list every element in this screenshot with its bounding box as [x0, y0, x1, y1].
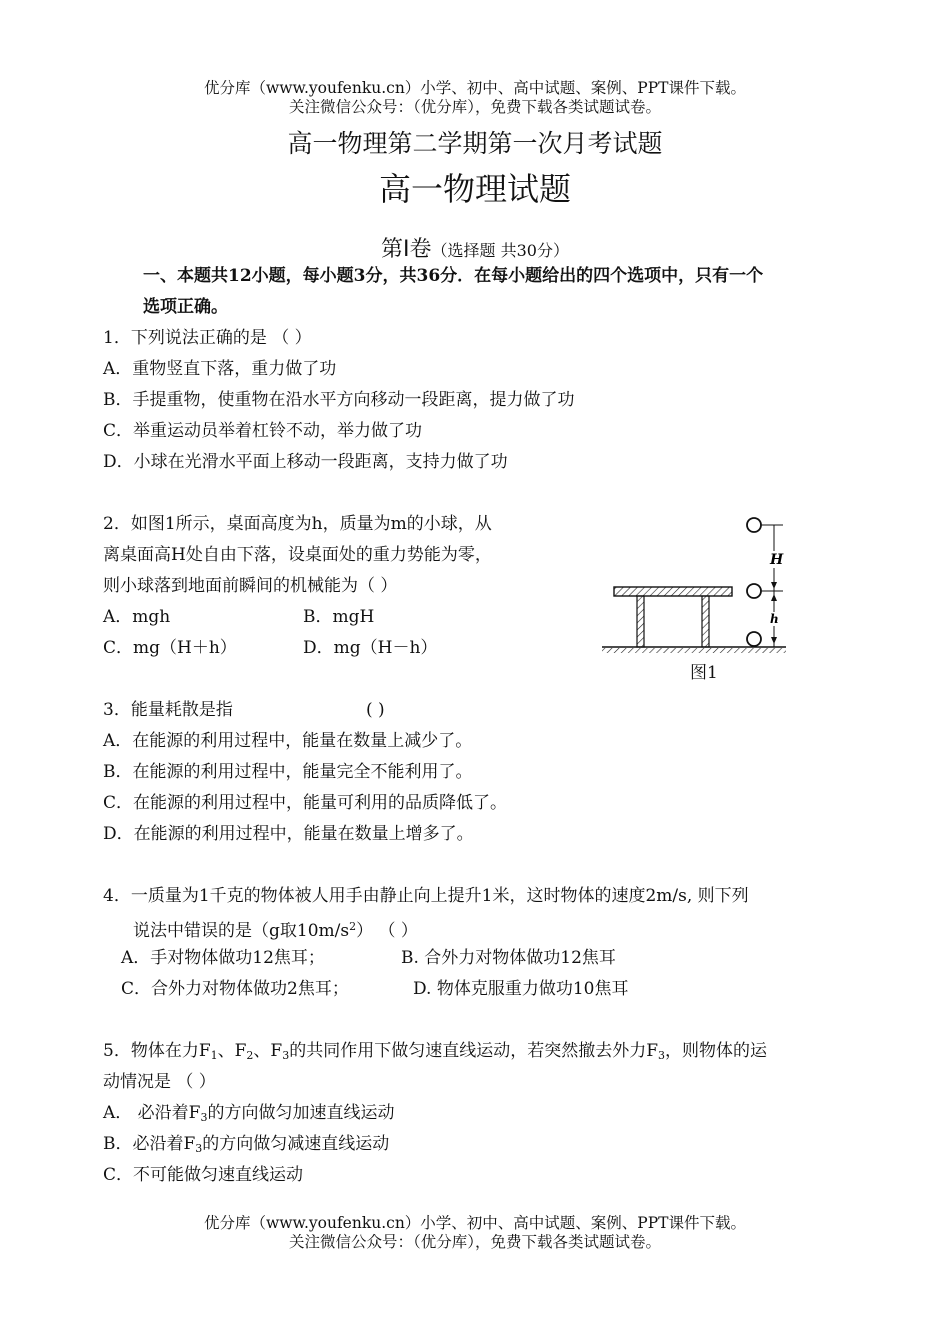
q2-stem-line-2: 离桌面高H处自由下落，设桌面处的重力势能为零， [103, 545, 492, 565]
q3-option-a: A．在能源的利用过程中，能量在数量上减少了。 [103, 731, 473, 751]
instruction-line-1: 一、本题共12小题，每小题3分，共36分．在每小题给出的四个选项中，只有一个 [143, 266, 764, 286]
q2-stem-line-3: 则小球落到地面前瞬间的机械能为（ ） [103, 576, 398, 596]
part-heading [0, 232, 950, 263]
header-line-1: 优分库（www.youfenku.cn）小学、初中、高中试题、案例、PPT课件下载。 [203, 79, 747, 97]
footer-line-1: 优分库（www.youfenku.cn）小学、初中、高中试题、案例、PPT课件下载。 [203, 1214, 747, 1232]
ball-middle [747, 584, 761, 598]
q1-option-a: A．重物竖直下落，重力做了功 [103, 359, 337, 379]
q2-option-d: D．mg（H－h） [303, 638, 438, 658]
q2-option-c: C．mg（H＋h） [103, 638, 237, 658]
table-top [614, 587, 732, 596]
q1-option-d: D．小球在光滑水平面上移动一段距离，支持力做了功 [103, 452, 508, 472]
q4-option-d: D. 物体克服重力做功10焦耳 [413, 979, 629, 999]
header-line-2: 关注微信公众号：（优分库），免费下载各类试题试卷。 [288, 98, 661, 116]
instruction-line-2: 选项正确。 [143, 297, 228, 317]
q4-stem-line-1: 4．一质量为1千克的物体被人用手由静止向上提升1米，这时物体的速度2m/s, 则下列 [103, 886, 749, 906]
q3-option-c: C．在能源的利用过程中，能量可利用的品质降低了。 [103, 793, 508, 813]
footer-line-2: 关注微信公众号：（优分库），免费下载各类试题试卷。 [288, 1233, 661, 1251]
q2-option-b: B．mgH [303, 607, 375, 627]
q1-stem: 1．下列说法正确的是 （ ） [103, 328, 312, 348]
q3-stem: 3．能量耗散是指 [103, 700, 233, 720]
dim-arrow-H [771, 582, 777, 589]
q2-option-a: A．mgh [103, 607, 171, 627]
ball-top [747, 518, 761, 532]
q5-option-b: B．必沿着$F_3$的方向做匀减速直线运动 [103, 1134, 390, 1155]
label-H: H [770, 552, 784, 568]
q5-stem-line-2: 动情况是 （ ） [103, 1072, 216, 1092]
q4-option-b: B. 合外力对物体做功12焦耳 [401, 948, 616, 968]
table-leg-left [637, 596, 644, 647]
dim-arrow-h-up [771, 594, 777, 601]
label-h: h [770, 612, 779, 626]
part-label: 第Ⅰ卷 [381, 237, 432, 262]
q4-option-c: C．合外力对物体做功2焦耳； [121, 979, 349, 999]
q1-option-c: C．举重运动员举着杠铃不动，举力做了功 [103, 421, 423, 441]
q4-option-a: A．手对物体做功12焦耳； [121, 948, 325, 968]
dim-arrow-h-down [771, 637, 777, 644]
exam-subtitle: 高一物理试题 [378, 170, 571, 208]
ball-bottom [747, 632, 761, 646]
q5-option-a: A． 必沿着$F_3$的方向做匀加速直线运动 [103, 1103, 395, 1124]
q5-option-c: C．不可能做匀速直线运动 [103, 1165, 304, 1185]
table-leg-right [702, 596, 709, 647]
part-note: （选择题 共30分） [431, 241, 569, 260]
exam-title: 高一物理第二学期第一次月考试题 [287, 129, 663, 158]
q4-stem-line-2: 说法中错误的是（g取$10m/s^2$） （ ） [133, 920, 418, 941]
figure-1-caption: 图1 [690, 663, 718, 683]
q3-answer-paren: ( ) [366, 700, 385, 720]
figure-1-table-ball-diagram [596, 508, 796, 658]
q1-option-b: B．手提重物，使重物在沿水平方向移动一段距离，提力做了功 [103, 390, 575, 410]
q3-option-d: D．在能源的利用过程中，能量在数量上增多了。 [103, 824, 474, 844]
ground-hatch [602, 648, 786, 653]
q3-option-b: B．在能源的利用过程中，能量完全不能利用了。 [103, 762, 473, 782]
q5-stem-line-1: 5．物体在力$F_1$、$F_2$、$F_3$的共同作用下做匀速直线运动，若突然撤去外力$F_3$，则物体的运 [103, 1041, 768, 1062]
q2-stem-line-1: 2．如图1所示，桌面高度为h，质量为m的小球，从 [103, 514, 492, 534]
